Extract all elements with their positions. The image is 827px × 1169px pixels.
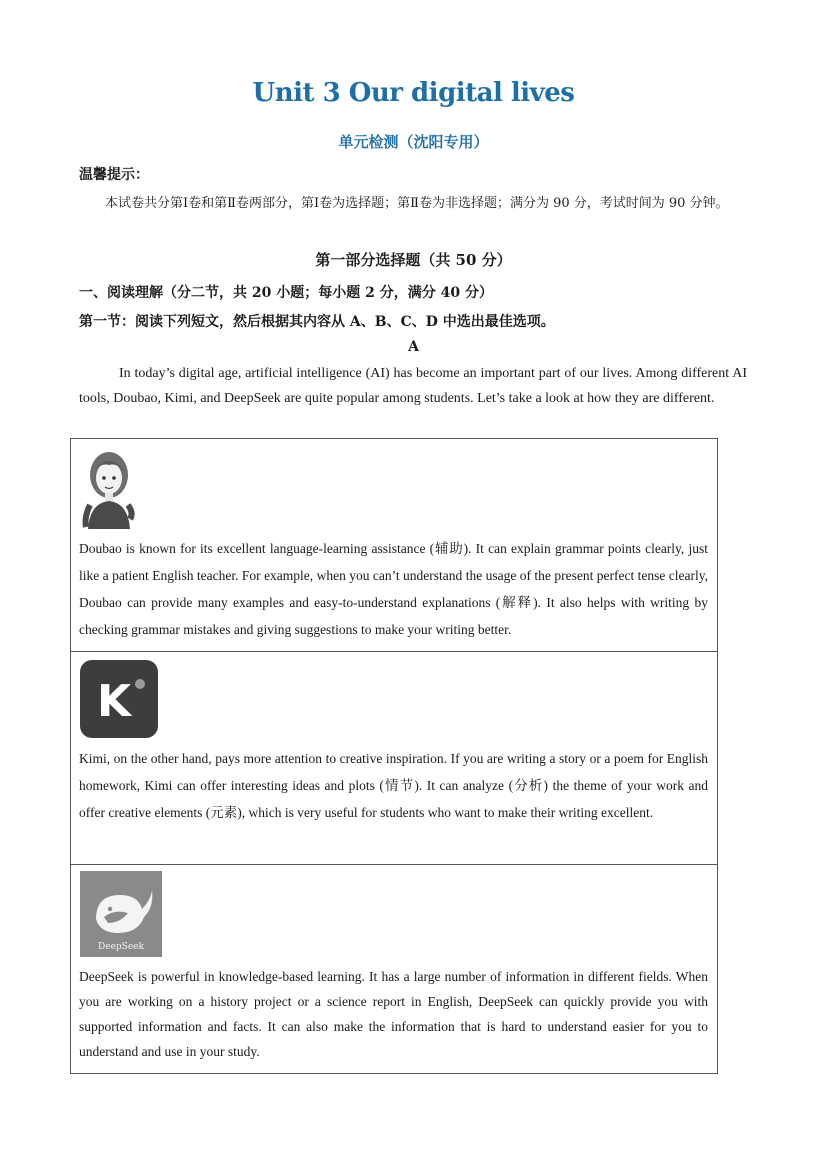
tool-cell-doubao — [71, 439, 717, 652]
tip-heading: 温馨提示： — [79, 167, 149, 183]
tool-cell-kimi — [71, 652, 717, 865]
deepseek-whale-logo-icon — [80, 871, 162, 957]
deepseek-logo-caption: DeepSeek — [98, 942, 144, 952]
part-heading: 第一部分选择题（共 50 分） — [315, 251, 512, 269]
tool-description-deepseek: DeepSeek is powerful in knowledge-based learning. It has a large number of information in different fields. When you are working on a history project or a science report in English, DeepSeek can quickly provide you with supported information and facts. It can also make the information that is hard to understand easier for you to understand and use in your study. — [79, 969, 708, 1059]
passage-letter: A — [408, 339, 419, 355]
tool-cell-deepseek — [71, 865, 717, 1073]
document-title: Unit 3 Our digital lives — [252, 78, 575, 108]
doubao-avatar-icon — [80, 447, 138, 529]
section-heading: 一、阅读理解（分二节，共 20 小题；每小题 2 分，满分 40 分） — [79, 285, 493, 301]
tool-description-kimi: Kimi, on the other hand, pays more attention to creative inspiration. If you are writing a story or a poem for English homework, Kimi can offer interesting ideas and plots (情节). It can analyze (分析) the theme of your work and offer creative elements (元素), which is very useful for students who want to make their writing excellent. — [79, 751, 708, 820]
kimi-logo-letter: K — [96, 676, 132, 727]
tool-description-doubao: Doubao is known for its excellent language-learning assistance (辅助). It can explain grammar points clearly, just like a patient English teacher. For example, when you can’t understand the usage of the present perfect tense clearly, Doubao can provide many examples and easy-to-understand explanations (解释). It also helps with writing by checking grammar mistakes and giving suggestions to make your writing better. — [79, 541, 708, 637]
document-subtitle: 单元检测（沈阳专用） — [338, 133, 489, 151]
kimi-logo-icon — [80, 660, 158, 738]
tip-body: 本试卷共分第Ⅰ卷和第Ⅱ卷两部分，第Ⅰ卷为选择题；第Ⅱ卷为非选择题；满分为 90 分，考试时间为 90 分钟。 — [105, 196, 729, 211]
ai-tools-table — [70, 438, 718, 1074]
instruction: 第一节：阅读下列短文，然后根据其内容从 A、B、C、D 中选出最佳选项。 — [79, 314, 555, 330]
passage-intro: In today’s digital age, artificial intelligence (AI) has become an important part of our lives. Among different AI tools, Doubao, Kimi, and DeepSeek are quite popular among students. Let’s take a look at how they are different. — [79, 366, 747, 406]
